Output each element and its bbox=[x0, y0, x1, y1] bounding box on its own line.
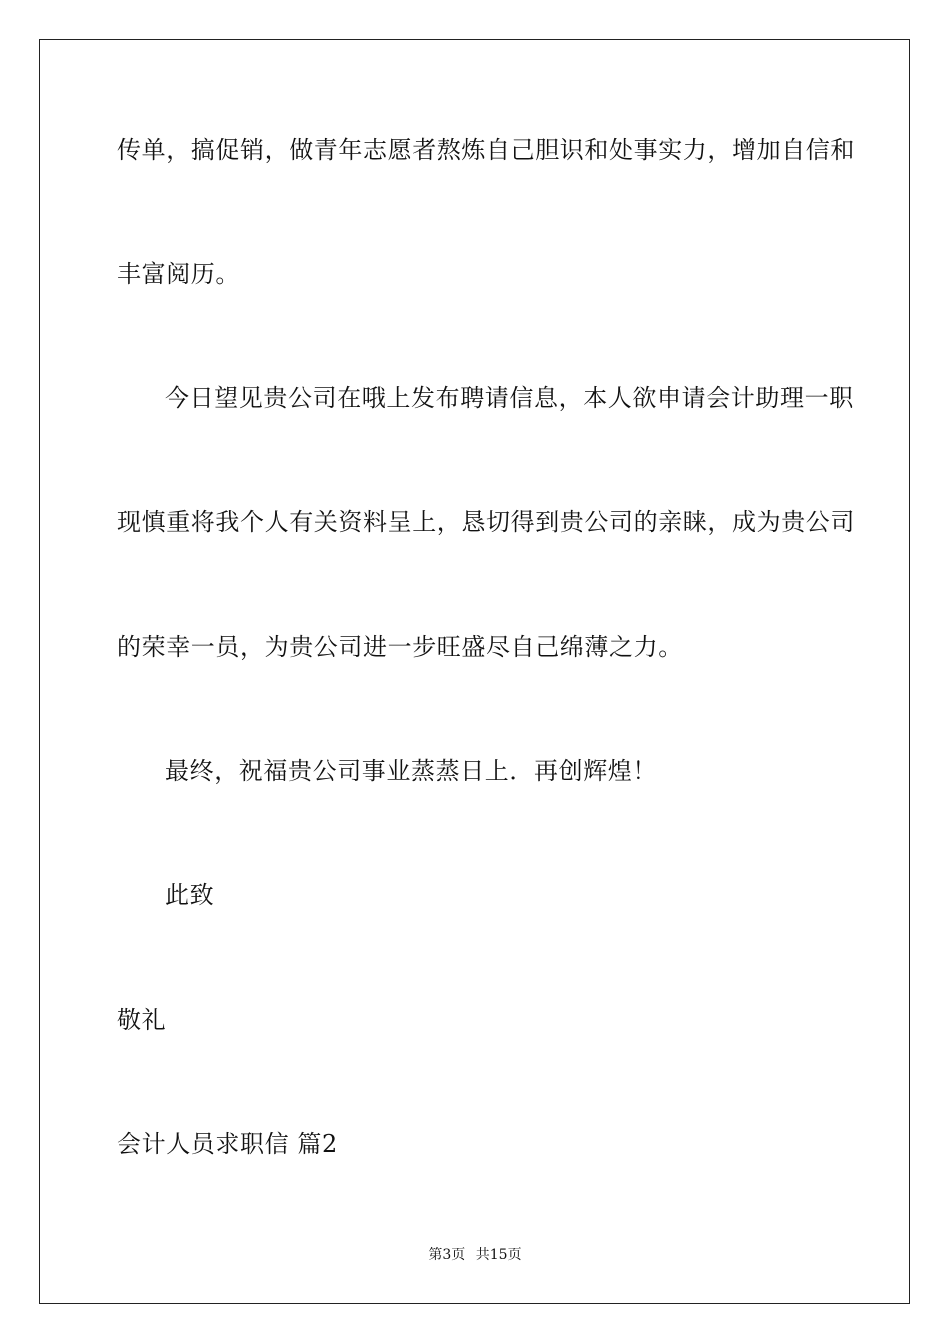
salutation-1: 此致 bbox=[165, 881, 215, 909]
body-line-2: 丰富阅历。 bbox=[117, 260, 240, 288]
closing-wish: 最终，祝福贵公司事业蒸蒸日上．再创辉煌！ bbox=[165, 757, 657, 785]
salutation-2: 敬礼 bbox=[117, 1006, 167, 1034]
page-number: 第3页 bbox=[428, 1247, 466, 1263]
page-footer bbox=[0, 1246, 950, 1264]
body-line-3: 今日望见贵公司在哦上发布聘请信息，本人欲申请会计助理一职 bbox=[165, 384, 854, 412]
section-heading: 会计人员求职信 篇2 bbox=[117, 1130, 338, 1158]
page-border bbox=[39, 39, 910, 1304]
body-line-4: 现慎重将我个人有关资料呈上，恳切得到贵公司的亲睐，成为贵公司 bbox=[117, 508, 855, 536]
body-line-1: 传单，搞促销，做青年志愿者熬炼自己胆识和处事实力，增加自信和 bbox=[117, 136, 855, 164]
page-total: 共15页 bbox=[475, 1247, 522, 1263]
body-line-5: 的荣幸一员，为贵公司进一步旺盛尽自己绵薄之力。 bbox=[117, 633, 683, 661]
